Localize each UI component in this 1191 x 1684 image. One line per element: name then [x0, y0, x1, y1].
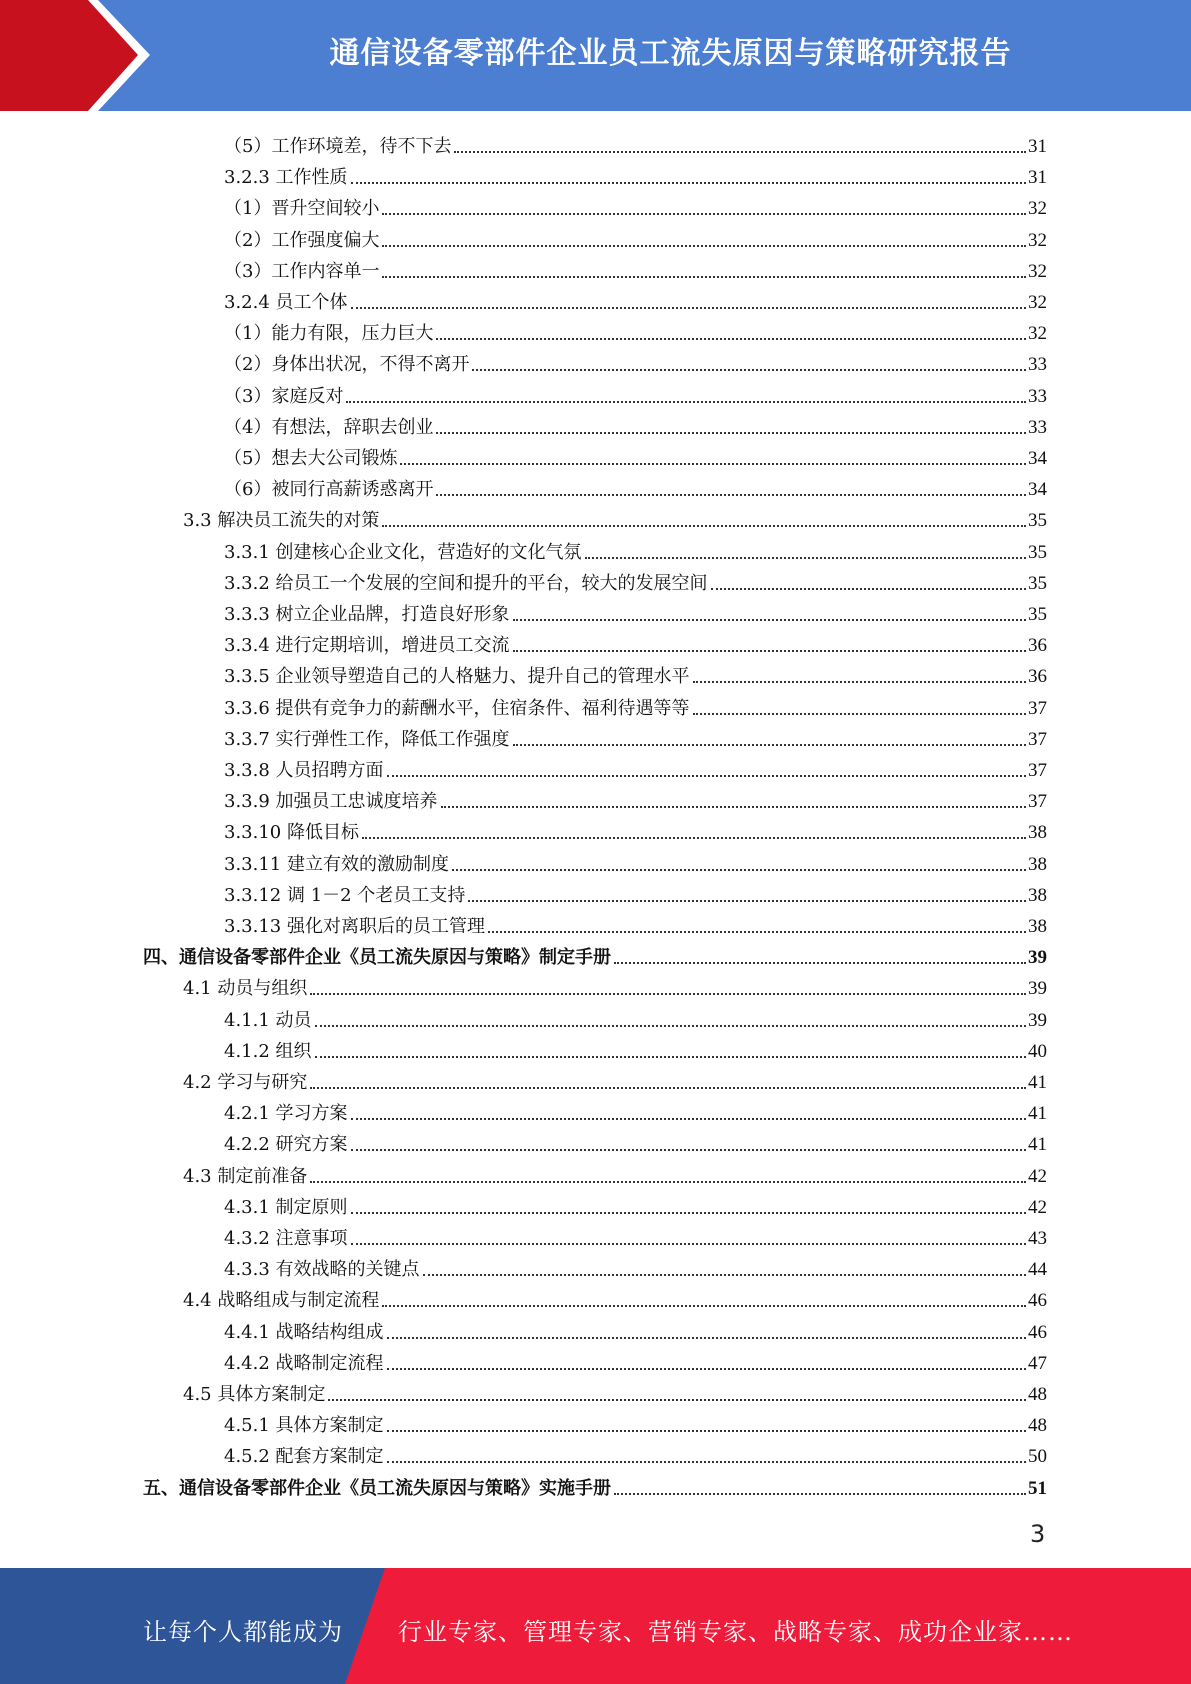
toc-entry-label: （6）被同行高薪诱惑离开 [224, 479, 434, 501]
toc-entry[interactable] [183, 502, 1047, 533]
toc-entry[interactable] [143, 1470, 1047, 1501]
toc-entry-label: 4.4 战略组成与制定流程 [183, 1290, 380, 1312]
toc-entry[interactable] [224, 378, 1047, 409]
toc-entry-label: 3.3.12 调 1－2 个老员工支持 [224, 884, 466, 906]
toc-entry-label: 3.3.9 加强员工忠诚度培养 [224, 791, 438, 813]
page-footer [0, 1568, 1191, 1684]
toc-entry[interactable] [224, 128, 1047, 159]
toc-entry-page: 33 [1028, 354, 1047, 376]
toc-entry-page: 38 [1028, 916, 1047, 937]
toc-entry-label: （4）有想法，辞职去创业 [224, 416, 434, 438]
toc-entry-page: 31 [1028, 136, 1047, 157]
toc-entry-label: 3.3.8 人员招聘方面 [224, 760, 384, 781]
toc-entry-label: 4.2.2 研究方案 [224, 1134, 348, 1156]
toc-entry-page: 32 [1028, 260, 1047, 282]
toc-leader-dots [310, 992, 1026, 995]
toc-leader-dots [315, 1024, 1026, 1027]
toc-entry-label: 3.3.2 给员工一个发展的空间和提升的平台，较大的发展空间 [224, 572, 708, 594]
toc-entry-page: 43 [1028, 1228, 1047, 1249]
toc-entry-page: 40 [1028, 1040, 1047, 1062]
toc-leader-dots [387, 1367, 1026, 1370]
toc-entry-label: 4.5.1 具体方案制定 [224, 1415, 384, 1437]
toc-entry-page: 32 [1028, 229, 1047, 251]
toc-entry-label: 四、通信设备零部件企业《员工流失原因与策略》制定手册 [143, 947, 611, 969]
toc-entry-label: 4.1.2 组织 [224, 1040, 312, 1062]
toc-leader-dots [310, 1180, 1026, 1183]
toc-entry-label: （2）工作强度偏大 [224, 229, 380, 251]
toc-entry[interactable] [224, 253, 1047, 284]
toc-entry[interactable] [224, 1438, 1047, 1469]
toc-entry-label: （3）工作内容单一 [224, 260, 380, 282]
toc-entry-page: 33 [1028, 385, 1047, 407]
toc-entry[interactable] [224, 284, 1047, 315]
toc-leader-dots [351, 1211, 1026, 1214]
toc-entry-page: 35 [1028, 541, 1047, 563]
toc-leader-dots [382, 275, 1026, 278]
toc-leader-dots [513, 743, 1026, 746]
toc-leader-dots [513, 618, 1026, 621]
toc-entry[interactable] [183, 1064, 1047, 1095]
toc-entry[interactable] [224, 1314, 1047, 1345]
toc-entry-label: 4.4.1 战略结构组成 [224, 1321, 384, 1343]
toc-entry-page: 37 [1028, 697, 1047, 719]
toc-entry-label: 3.3.7 实行弹性工作，降低工作强度 [224, 728, 510, 750]
toc-entry-page: 47 [1028, 1352, 1047, 1374]
toc-entry-page: 32 [1028, 292, 1047, 313]
toc-entry[interactable] [224, 596, 1047, 627]
toc-entry-page: 42 [1028, 1165, 1047, 1187]
toc-entry[interactable] [224, 1126, 1047, 1157]
toc-entry-page: 38 [1028, 853, 1047, 875]
toc-entry-label: 五、通信设备零部件企业《员工流失原因与策略》实施手册 [143, 1477, 611, 1499]
toc-entry-page: 44 [1028, 1259, 1047, 1281]
toc-entry-page: 39 [1028, 978, 1047, 1000]
toc-entry-label: （1）能力有限，压力巨大 [224, 323, 434, 345]
toc-entry-page: 38 [1028, 884, 1047, 906]
toc-entry-page: 36 [1028, 635, 1047, 657]
toc-leader-dots [441, 805, 1026, 808]
toc-entry-page: 32 [1028, 198, 1047, 220]
toc-entry-label: 4.1 动员与组织 [183, 978, 308, 1000]
toc-entry[interactable] [224, 565, 1047, 596]
page-header [0, 0, 1191, 111]
toc-entry-page: 34 [1028, 479, 1047, 501]
toc-leader-dots [454, 150, 1026, 153]
toc-entry-page: 51 [1028, 1477, 1047, 1499]
toc-entry-page: 34 [1028, 448, 1047, 469]
toc-entry[interactable] [224, 814, 1047, 845]
toc-entry[interactable] [183, 1158, 1047, 1189]
page-number: 3 [1030, 1520, 1046, 1548]
toc-entry-page: 35 [1028, 510, 1047, 532]
toc-entry[interactable] [224, 1345, 1047, 1376]
toc-leader-dots [362, 836, 1026, 839]
toc-entry[interactable] [224, 1189, 1047, 1220]
toc-leader-dots [513, 649, 1026, 652]
toc-leader-dots [351, 1117, 1026, 1120]
toc-entry-label: 3.3.1 创建核心企业文化，营造好的文化气氛 [224, 541, 582, 563]
toc-leader-dots [400, 462, 1026, 465]
toc-leader-dots [468, 899, 1026, 902]
toc-entry[interactable] [224, 190, 1047, 221]
toc-entry-label: 3.3.10 降低目标 [224, 822, 359, 844]
toc-leader-dots [693, 712, 1026, 715]
toc-entry-label: （2）身体出状况，不得不离开 [224, 354, 470, 376]
toc-leader-dots [387, 1429, 1026, 1432]
toc-leader-dots [382, 212, 1026, 215]
toc-entry[interactable] [224, 409, 1047, 440]
toc-entry[interactable] [224, 1407, 1047, 1438]
toc-entry[interactable] [224, 1033, 1047, 1064]
toc-entry-page: 32 [1028, 323, 1047, 345]
toc-entry-label: 3.3.4 进行定期培训，增进员工交流 [224, 635, 510, 657]
toc-entry-page: 36 [1028, 666, 1047, 688]
toc-entry-page: 48 [1028, 1384, 1047, 1405]
toc-entry-label: 3.3 解决员工流失的对策 [183, 510, 380, 532]
toc-entry-label: 4.1.1 动员 [224, 1009, 312, 1031]
toc-leader-dots [585, 556, 1026, 559]
toc-leader-dots [436, 431, 1026, 434]
toc-entry-label: （1）晋升空间较小 [224, 198, 380, 220]
toc-entry[interactable] [224, 534, 1047, 565]
toc-leader-dots [614, 1492, 1026, 1495]
toc-entry[interactable] [224, 1002, 1047, 1033]
toc-entry[interactable] [224, 346, 1047, 377]
toc-entry-page: 50 [1028, 1446, 1047, 1468]
toc-entry-label: （3）家庭反对 [224, 385, 344, 407]
toc-entry-label: （5）工作环境差，待不下去 [224, 136, 452, 157]
toc-entry[interactable] [224, 222, 1047, 253]
toc-leader-dots [387, 1336, 1026, 1339]
toc-entry[interactable] [224, 471, 1047, 502]
toc-leader-dots [346, 400, 1026, 403]
toc-entry-page: 46 [1028, 1290, 1047, 1312]
toc-entry-label: 4.3 制定前准备 [183, 1165, 308, 1187]
toc-entry-label: 3.2.4 员工个体 [224, 292, 348, 313]
toc-entry-label: 4.5.2 配套方案制定 [224, 1446, 384, 1468]
toc-leader-dots [310, 1086, 1026, 1089]
toc-leader-dots [387, 774, 1026, 777]
footer-slogan-right: 行业专家、管理专家、营销专家、战略专家、成功企业家…… [398, 1618, 1073, 1646]
toc-entry[interactable] [224, 752, 1047, 783]
toc-entry[interactable] [224, 846, 1047, 877]
toc-entry-page: 38 [1028, 822, 1047, 844]
toc-entry-label: 3.3.11 建立有效的激励制度 [224, 853, 449, 875]
toc-leader-dots [693, 680, 1026, 683]
toc-leader-dots [436, 337, 1026, 340]
toc-leader-dots [711, 587, 1026, 590]
toc-leader-dots [472, 368, 1026, 371]
toc-entry-label: 3.3.5 企业领导塑造自己的人格魅力、提升自己的管理水平 [224, 666, 690, 688]
toc-leader-dots [387, 1460, 1026, 1463]
toc-entry[interactable] [224, 721, 1047, 752]
toc-entry[interactable] [224, 877, 1047, 908]
toc-entry[interactable] [224, 1251, 1047, 1282]
toc-entry[interactable] [224, 315, 1047, 346]
toc-leader-dots [382, 1304, 1026, 1307]
toc-entry-page: 33 [1028, 416, 1047, 438]
toc-entry-label: 4.3.3 有效战略的关键点 [224, 1259, 420, 1281]
toc-entry[interactable] [224, 440, 1047, 471]
toc-leader-dots [328, 1398, 1026, 1401]
toc-entry[interactable] [224, 690, 1047, 721]
toc-entry-page: 41 [1028, 1072, 1047, 1093]
toc-entry[interactable] [183, 1376, 1047, 1407]
toc-entry-page: 41 [1028, 1134, 1047, 1156]
header-title: 通信设备零部件企业员工流失原因与策略研究报告 [329, 36, 1012, 71]
toc-entry-page: 37 [1028, 728, 1047, 750]
toc-leader-dots [488, 930, 1026, 933]
toc-entry-label: 4.2 学习与研究 [183, 1072, 308, 1093]
toc-leader-dots [315, 1055, 1026, 1058]
toc-entry[interactable] [224, 1220, 1047, 1251]
header-chevron-graphic [0, 0, 200, 111]
toc-entry-page: 37 [1028, 791, 1047, 813]
toc-leader-dots [614, 961, 1026, 964]
toc-entry-page: 42 [1028, 1196, 1047, 1218]
toc-leader-dots [351, 1242, 1026, 1245]
toc-entry-label: 4.4.2 战略制定流程 [224, 1352, 384, 1374]
toc-entry-page: 41 [1028, 1103, 1047, 1125]
toc-entry-label: 4.5 具体方案制定 [183, 1384, 326, 1405]
toc-entry-label: 4.3.1 制定原则 [224, 1196, 348, 1218]
footer-slogan-left: 让每个人都能成为 [143, 1618, 343, 1646]
toc-leader-dots [351, 306, 1026, 309]
toc-entry[interactable] [224, 908, 1047, 939]
toc-leader-dots [351, 1148, 1026, 1151]
toc-entry-label: 4.3.2 注意事项 [224, 1228, 348, 1249]
toc-entry[interactable] [224, 1095, 1047, 1126]
toc-entry-page: 35 [1028, 572, 1047, 594]
toc-entry-page: 35 [1028, 604, 1047, 625]
toc-entry-label: 3.3.13 强化对离职后的员工管理 [224, 916, 485, 937]
toc-entry-page: 31 [1028, 167, 1047, 189]
toc-entry[interactable] [224, 627, 1047, 658]
toc-leader-dots [452, 868, 1026, 871]
toc-entry[interactable] [183, 970, 1047, 1001]
toc-entry-page: 48 [1028, 1415, 1047, 1437]
toc-leader-dots [423, 1273, 1026, 1276]
toc-entry-label: 3.3.3 树立企业品牌，打造良好形象 [224, 604, 510, 625]
toc-entry[interactable] [224, 159, 1047, 190]
toc-entry-page: 46 [1028, 1321, 1047, 1343]
toc-entry-label: 3.3.6 提供有竞争力的薪酬水平，住宿条件、福利待遇等等 [224, 697, 690, 719]
toc-entry-page: 37 [1028, 760, 1047, 781]
toc-leader-dots [351, 181, 1026, 184]
toc-entry-label: 3.2.3 工作性质 [224, 167, 348, 189]
toc-entry-label: 4.2.1 学习方案 [224, 1103, 348, 1125]
toc-entry[interactable] [224, 658, 1047, 689]
toc-entry-page: 39 [1028, 947, 1047, 969]
toc-entry[interactable] [183, 1282, 1047, 1313]
toc-leader-dots [382, 244, 1026, 247]
toc-entry-label: （5）想去大公司锻炼 [224, 448, 398, 469]
toc-entry[interactable] [224, 783, 1047, 814]
toc-leader-dots [382, 524, 1026, 527]
toc-entry[interactable] [143, 939, 1047, 970]
toc-entry-page: 39 [1028, 1009, 1047, 1031]
toc-leader-dots [436, 493, 1026, 496]
